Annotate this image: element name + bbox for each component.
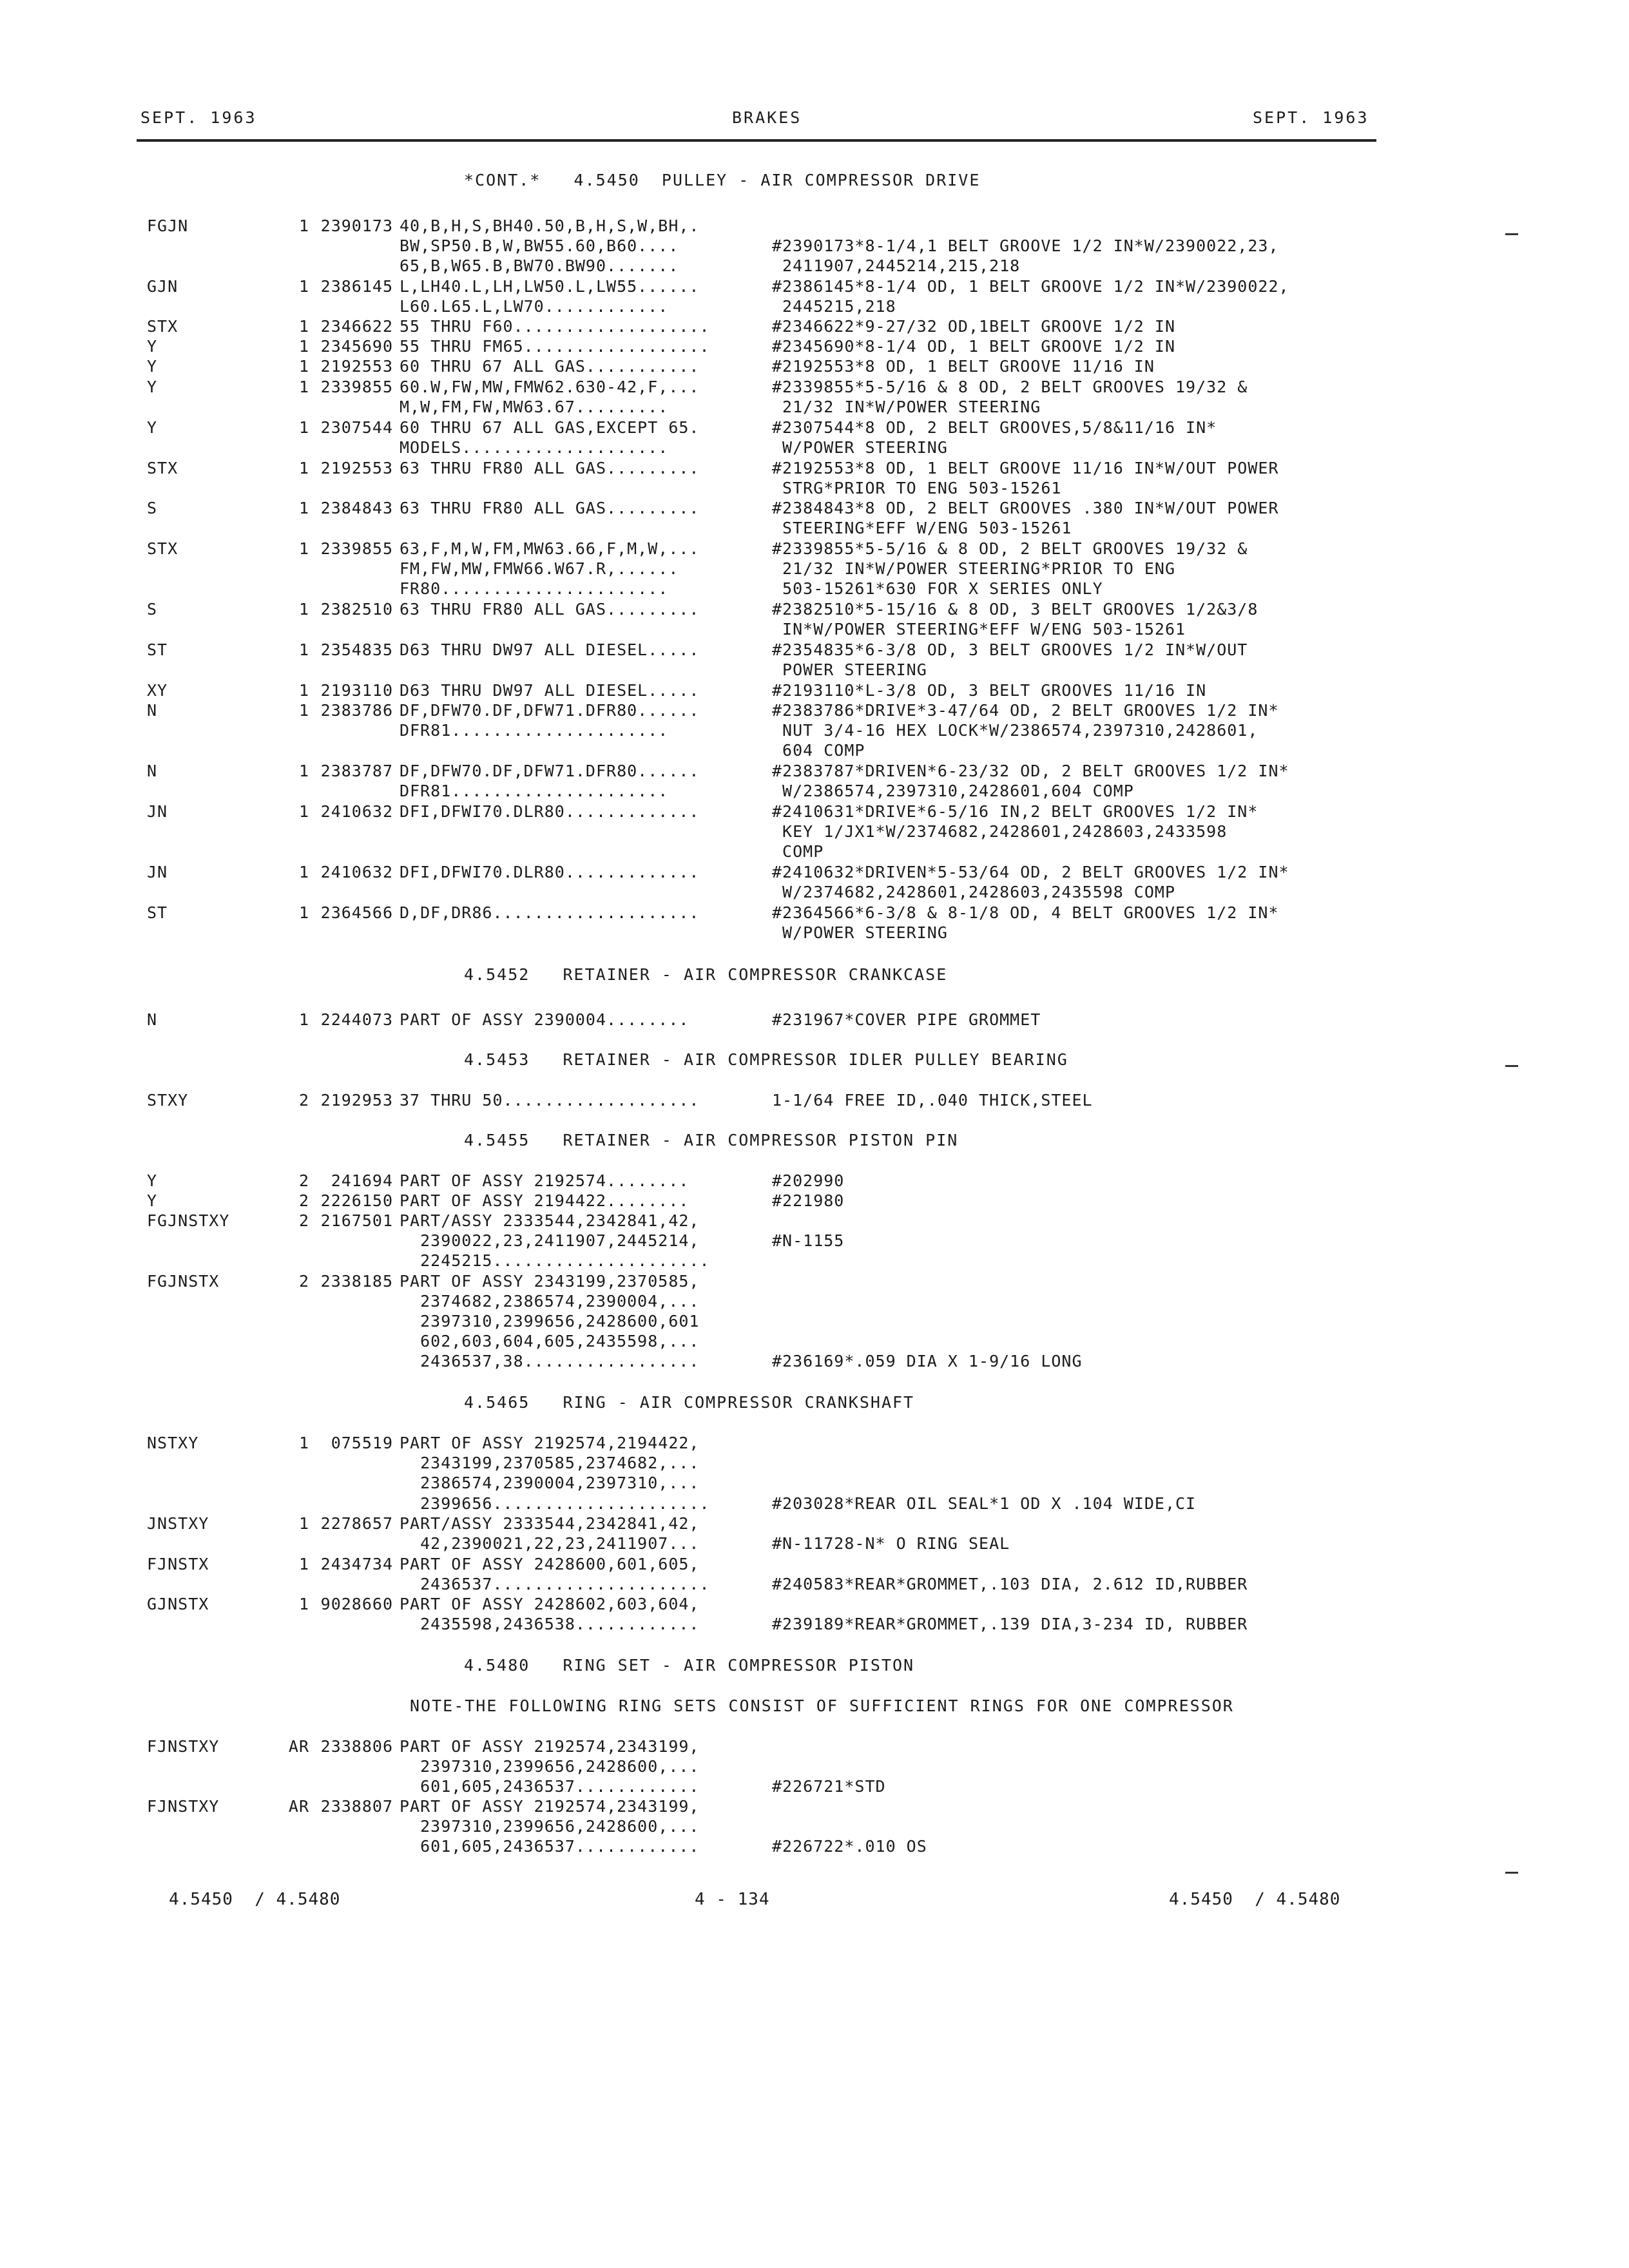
quantity: 1	[298, 499, 309, 517]
model-code: Y	[147, 378, 158, 396]
application-text: 2436537.....................	[400, 1575, 710, 1593]
model-code: S	[147, 600, 158, 619]
application-text: 63 THRU FR80 ALL GAS.........	[400, 459, 700, 477]
model-code: NSTXY	[147, 1434, 199, 1452]
quantity: AR	[288, 1737, 309, 1756]
application-text: 60 THRU 67 ALL GAS,EXCEPT 65.	[400, 418, 700, 437]
application-text: PART OF ASSY 2428602,603,604,	[400, 1595, 700, 1613]
section-heading: *CONT.* 4.5450 PULLEY - AIR COMPRESSOR DRIVE	[464, 171, 981, 189]
application-text: 2436537,38.................	[400, 1352, 700, 1370]
application-text: DFR81.....................	[400, 782, 669, 800]
application-text: D63 THRU DW97 ALL DIESEL.....	[400, 640, 700, 659]
part-description: #2382510*5-15/16 & 8 OD, 3 BELT GROOVES 1/2&3/8	[772, 600, 1258, 619]
quantity: 1	[298, 418, 309, 437]
application-text: L60.L65.L,LW70............	[400, 297, 669, 316]
model-code: XY	[147, 681, 168, 700]
part-description: #202990	[772, 1171, 845, 1190]
section-note: NOTE-THE FOLLOWING RING SETS CONSIST OF SUFFICIENT RINGS FOR ONE COMPRESSOR	[410, 1696, 1234, 1715]
model-code: FJNSTXY	[147, 1797, 220, 1816]
section-heading: 4.5453 RETAINER - AIR COMPRESSOR IDLER PULLEY BEARING	[464, 1050, 1068, 1069]
application-text: M,W,FM,FW,MW63.67.........	[400, 398, 669, 416]
part-description: #2354835*6-3/8 OD, 3 BELT GROOVES 1/2 IN*W/OUT	[772, 640, 1248, 659]
part-number: 2339855	[320, 539, 393, 558]
part-description: #N-1155	[772, 1231, 845, 1250]
part-description: POWER STEERING	[772, 660, 927, 679]
part-number: 2410632	[320, 863, 393, 881]
section-heading: 4.5480 RING SET - AIR COMPRESSOR PISTON	[464, 1656, 915, 1675]
application-text: FM,FW,MW,FMW66.W67.R,......	[400, 559, 679, 578]
application-text: 37 THRU 50...................	[400, 1091, 700, 1110]
model-code: N	[147, 701, 158, 720]
application-text: 601,605,2436537............	[400, 1837, 700, 1856]
application-text: PART OF ASSY 2192574........	[400, 1171, 689, 1190]
model-code: FGJN	[147, 216, 189, 235]
model-code: STXY	[147, 1091, 189, 1110]
part-number: 9028660	[320, 1595, 393, 1613]
footer-range-right: 4.5450 / 4.5480	[1169, 1890, 1341, 1909]
application-text: 2374682,2386574,2390004,...	[400, 1292, 700, 1311]
part-number: 2192553	[320, 357, 393, 376]
part-description: #2383786*DRIVE*3-47/64 OD, 2 BELT GROOVES 1/2 IN*	[772, 701, 1279, 720]
application-text: PART/ASSY 2333544,2342841,42,	[400, 1514, 700, 1533]
part-description: STEERING*EFF W/ENG 503-15261	[772, 519, 1072, 537]
part-description: #2383787*DRIVEN*6-23/32 OD, 2 BELT GROOVES 1/2 IN*	[772, 762, 1289, 780]
application-text: 2390022,23,2411907,2445214,	[400, 1231, 700, 1250]
part-description: 1-1/64 FREE ID,.040 THICK,STEEL	[772, 1091, 1093, 1110]
application-text: 2386574,2390004,2397310,...	[400, 1474, 700, 1492]
part-number: 2338807	[320, 1797, 393, 1816]
header-section-title: BRAKES	[732, 108, 802, 127]
header-date-left: SEPT. 1963	[140, 108, 257, 127]
part-description: #226722*.010 OS	[772, 1837, 927, 1856]
model-code: N	[147, 1010, 158, 1029]
part-number: 2193110	[320, 681, 393, 700]
part-description: #2193110*L-3/8 OD, 3 BELT GROOVES 11/16 IN	[772, 681, 1207, 700]
part-number: 2244073	[320, 1010, 393, 1029]
part-description: #N-11728-N* O RING SEAL	[772, 1534, 1010, 1553]
quantity: 1	[298, 802, 309, 821]
part-number: 2364566	[320, 903, 393, 922]
part-description: #2192553*8 OD, 1 BELT GROOVE 11/16 IN*W/OUT POWER	[772, 459, 1279, 477]
part-number: 2338185	[320, 1272, 393, 1291]
quantity: 1	[298, 1595, 309, 1613]
model-code: FGJNSTXY	[147, 1211, 230, 1230]
part-description: #221980	[772, 1191, 845, 1210]
part-description: #2345690*8-1/4 OD, 1 BELT GROOVE 1/2 IN	[772, 337, 1175, 356]
model-code: FJNSTX	[147, 1555, 209, 1573]
part-description: #240583*REAR*GROMMET,.103 DIA, 2.612 ID,RUBBER	[772, 1575, 1248, 1593]
model-code: GJNSTX	[147, 1595, 209, 1613]
part-description: #2410631*DRIVE*6-5/16 IN,2 BELT GROOVES 1/2 IN*	[772, 802, 1258, 821]
model-code: JNSTXY	[147, 1514, 209, 1533]
quantity: 1	[298, 378, 309, 396]
part-number: 2338806	[320, 1737, 393, 1756]
quantity: 1	[298, 1434, 309, 1452]
part-description: #2386145*8-1/4 OD, 1 BELT GROOVE 1/2 IN*W/2390022,	[772, 277, 1289, 296]
model-code: S	[147, 499, 158, 517]
model-code: ST	[147, 640, 168, 659]
part-description: 2411907,2445214,215,218	[772, 256, 1021, 275]
part-description: #2307544*8 OD, 2 BELT GROOVES,5/8&11/16 IN*	[772, 418, 1217, 437]
application-text: 63 THRU FR80 ALL GAS.........	[400, 600, 700, 619]
part-number: 2354835	[320, 640, 393, 659]
application-text: 2397310,2399656,2428600,601	[400, 1312, 700, 1331]
part-number: 2226150	[320, 1191, 393, 1210]
application-text: 63,F,M,W,FM,MW63.66,F,M,W,...	[400, 539, 700, 558]
quantity: 1	[298, 539, 309, 558]
application-text: FR80......................	[400, 579, 669, 598]
quantity: 1	[298, 1555, 309, 1573]
application-text: PART OF ASSY 2343199,2370585,	[400, 1272, 700, 1291]
part-number: 2383786	[320, 701, 393, 720]
quantity: 1	[298, 216, 309, 235]
part-description: 21/32 IN*W/POWER STEERING*PRIOR TO ENG	[772, 559, 1175, 578]
quantity: 2	[298, 1272, 309, 1291]
quantity: 1	[298, 863, 309, 881]
application-text: PART OF ASSY 2192574,2343199,	[400, 1797, 700, 1816]
quantity: 1	[298, 357, 309, 376]
quantity: 1	[298, 640, 309, 659]
application-text: D63 THRU DW97 ALL DIESEL.....	[400, 681, 700, 700]
part-number: 075519	[331, 1434, 393, 1452]
part-description: IN*W/POWER STEERING*EFF W/ENG 503-15261	[772, 620, 1186, 639]
part-number: 2390173	[320, 216, 393, 235]
quantity: 2	[298, 1191, 309, 1210]
model-code: JN	[147, 863, 168, 881]
quantity: 2	[298, 1091, 309, 1110]
application-text: 40,B,H,S,BH40.50,B,H,S,W,BH,.	[400, 216, 700, 235]
header-date-right: SEPT. 1963	[1253, 108, 1369, 127]
application-text: DFI,DFWI70.DLR80.............	[400, 802, 700, 821]
part-description: #2410632*DRIVEN*5-53/64 OD, 2 BELT GROOVES 1/2 IN*	[772, 863, 1289, 881]
application-text: BW,SP50.B,W,BW55.60,B60....	[400, 236, 679, 255]
part-number: 2345690	[320, 337, 393, 356]
quantity: 1	[298, 317, 309, 336]
application-text: 60 THRU 67 ALL GAS...........	[400, 357, 700, 376]
application-text: DF,DFW70.DF,DFW71.DFR80......	[400, 762, 700, 780]
model-code: JN	[147, 802, 168, 821]
application-text: 2343199,2370585,2374682,...	[400, 1454, 700, 1472]
part-description: #2364566*6-3/8 & 8-1/8 OD, 4 BELT GROOVES 1/2 IN*	[772, 903, 1279, 922]
part-description: STRG*PRIOR TO ENG 503-15261	[772, 479, 1062, 497]
part-description: COMP	[772, 842, 824, 861]
quantity: 2	[298, 1171, 309, 1190]
part-number: 2307544	[320, 418, 393, 437]
model-code: STX	[147, 539, 178, 558]
part-description: 2445215,218	[772, 297, 896, 316]
model-code: GJN	[147, 277, 178, 296]
part-description: 604 COMP	[772, 741, 865, 760]
part-description: #231967*COVER PIPE GROMMET	[772, 1010, 1041, 1029]
part-number: 2192553	[320, 459, 393, 477]
part-number: 2434734	[320, 1555, 393, 1573]
part-number: 241694	[331, 1171, 393, 1190]
quantity: 1	[298, 459, 309, 477]
application-text: 601,605,2436537............	[400, 1777, 700, 1796]
application-text: PART OF ASSY 2390004........	[400, 1010, 689, 1029]
part-number: 2382510	[320, 600, 393, 619]
quantity: 1	[298, 1010, 309, 1029]
section-heading: 4.5452 RETAINER - AIR COMPRESSOR CRANKCASE	[464, 965, 948, 984]
application-text: 2397310,2399656,2428600,...	[400, 1757, 700, 1776]
application-text: 60.W,FW,MW,FMW62.630-42,F,...	[400, 378, 700, 396]
application-text: 602,603,604,605,2435598,...	[400, 1332, 700, 1350]
application-text: PART OF ASSY 2194422........	[400, 1191, 689, 1210]
application-text: 63 THRU FR80 ALL GAS.........	[400, 499, 700, 517]
model-code: FGJNSTX	[147, 1272, 220, 1291]
application-text: 2245215.....................	[400, 1251, 731, 1270]
model-code: FJNSTXY	[147, 1737, 220, 1756]
part-description: W/POWER STEERING	[772, 923, 948, 942]
part-description: #2339855*5-5/16 & 8 OD, 2 BELT GROOVES 19/32 &	[772, 539, 1248, 558]
application-text: PART OF ASSY 2192574,2343199,	[400, 1737, 700, 1756]
part-description: 21/32 IN*W/POWER STEERING	[772, 398, 1041, 416]
part-number: 2383787	[320, 762, 393, 780]
quantity: 1	[298, 762, 309, 780]
part-number: 2384843	[320, 499, 393, 517]
part-number: 2192953	[320, 1091, 393, 1110]
application-text: DF,DFW70.DF,DFW71.DFR80......	[400, 701, 700, 720]
part-description: #239189*REAR*GROMMET,.139 DIA,3-234 ID, RUBBER	[772, 1615, 1248, 1633]
part-description: #2192553*8 OD, 1 BELT GROOVE 11/16 IN	[772, 357, 1155, 376]
model-code: Y	[147, 337, 158, 356]
model-code: N	[147, 762, 158, 780]
section-heading: 4.5465 RING - AIR COMPRESSOR CRANKSHAFT	[464, 1393, 915, 1412]
part-description: W/POWER STEERING	[772, 438, 948, 457]
model-code: Y	[147, 1191, 158, 1210]
model-code: Y	[147, 1171, 158, 1190]
application-text: 65,B,W65.B,BW70.BW90.......	[400, 256, 679, 275]
quantity: 1	[298, 701, 309, 720]
quantity: 1	[298, 903, 309, 922]
quantity: 1	[298, 1514, 309, 1533]
quantity: 1	[298, 277, 309, 296]
application-text: 55 THRU F60...................	[400, 317, 710, 336]
quantity: 1	[298, 681, 309, 700]
model-code: Y	[147, 418, 158, 437]
part-description: #203028*REAR OIL SEAL*1 OD X .104 WIDE,CI	[772, 1494, 1197, 1513]
part-description: NUT 3/4-16 HEX LOCK*W/2386574,2397310,2428601,	[772, 721, 1258, 740]
application-text: MODELS....................	[400, 438, 669, 457]
part-description: KEY 1/JX1*W/2374682,2428601,2428603,2433598	[772, 822, 1228, 841]
part-number: 2278657	[320, 1514, 393, 1533]
part-description: W/2386574,2397310,2428601,604 COMP	[772, 782, 1134, 800]
margin-mark	[1505, 233, 1518, 235]
application-text: PART/ASSY 2333544,2342841,42,	[400, 1211, 700, 1230]
application-text: 55 THRU FM65..................	[400, 337, 710, 356]
part-description: #2339855*5-5/16 & 8 OD, 2 BELT GROOVES 19/32 &	[772, 378, 1248, 396]
footer-page-number: 4 - 134	[695, 1890, 770, 1909]
part-number: 2167501	[320, 1211, 393, 1230]
application-text: 2397310,2399656,2428600,...	[400, 1817, 700, 1836]
quantity: 1	[298, 337, 309, 356]
footer-range-left: 4.5450 / 4.5480	[169, 1890, 341, 1909]
part-number: 2410632	[320, 802, 393, 821]
model-code: Y	[147, 357, 158, 376]
application-text: PART OF ASSY 2428600,601,605,	[400, 1555, 700, 1573]
part-number: 2339855	[320, 378, 393, 396]
application-text: L,LH40.L,LH,LW50.L,LW55......	[400, 277, 700, 296]
application-text: DFI,DFWI70.DLR80.............	[400, 863, 700, 881]
application-text: DFR81.....................	[400, 721, 669, 740]
section-heading: 4.5455 RETAINER - AIR COMPRESSOR PISTON PIN	[464, 1131, 959, 1149]
part-description: W/2374682,2428601,2428603,2435598 COMP	[772, 883, 1175, 901]
quantity: AR	[288, 1797, 309, 1816]
part-description: #2346622*9-27/32 OD,1BELT GROOVE 1/2 IN	[772, 317, 1175, 336]
part-description: #236169*.059 DIA X 1-9/16 LONG	[772, 1352, 1083, 1370]
application-text: 42,2390021,22,23,2411907...	[400, 1534, 700, 1553]
part-description: #226721*STD	[772, 1777, 886, 1796]
part-description: 503-15261*630 FOR X SERIES ONLY	[772, 579, 1103, 598]
application-text: PART OF ASSY 2192574,2194422,	[400, 1434, 700, 1452]
model-code: STX	[147, 317, 178, 336]
quantity: 2	[298, 1211, 309, 1230]
part-number: 2346622	[320, 317, 393, 336]
header-rule	[137, 139, 1376, 142]
model-code: ST	[147, 903, 168, 922]
part-number: 2386145	[320, 277, 393, 296]
application-text: D,DF,DR86....................	[400, 903, 700, 922]
application-text: 2399656.....................	[400, 1494, 710, 1513]
part-description: #2384843*8 OD, 2 BELT GROOVES .380 IN*W/OUT POWER	[772, 499, 1279, 517]
margin-mark	[1505, 1065, 1518, 1067]
part-description: #2390173*8-1/4,1 BELT GROOVE 1/2 IN*W/2390022,23,	[772, 236, 1279, 255]
margin-mark	[1505, 1872, 1518, 1874]
model-code: STX	[147, 459, 178, 477]
application-text: 2435598,2436538............	[400, 1615, 700, 1633]
quantity: 1	[298, 600, 309, 619]
